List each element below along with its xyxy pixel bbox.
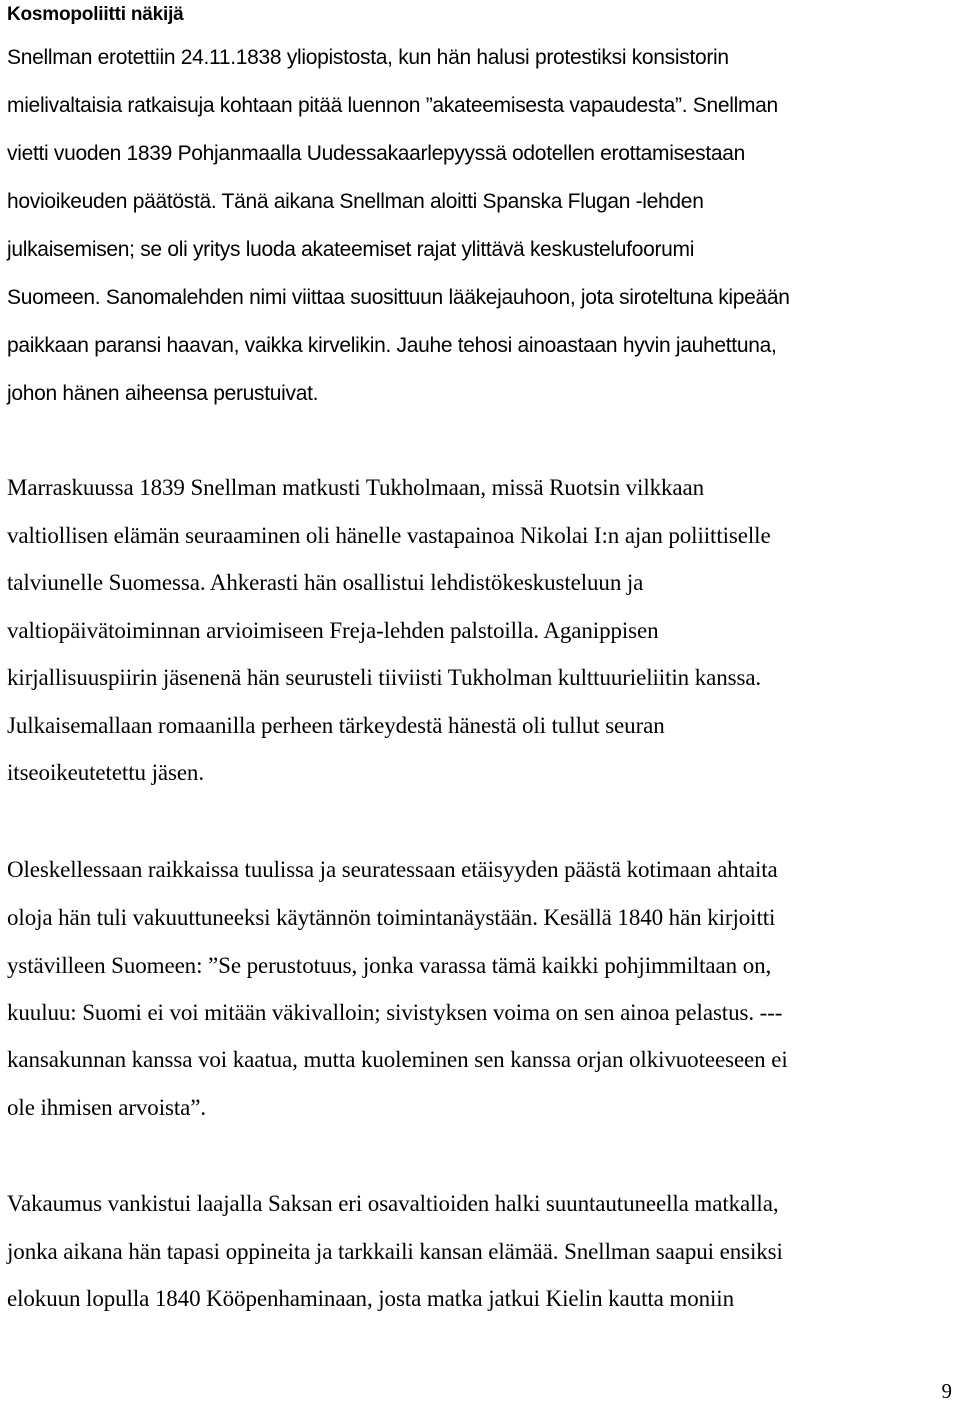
paragraph-2-line-2: valtiollisen elämän seuraaminen oli hänelle vastapainoa Nikolai I:n ajan poliittiselle	[7, 523, 771, 548]
paragraph-2-line-3: talviunelle Suomessa. Ahkerasti hän osallistui lehdistökeskusteluun ja	[7, 570, 644, 595]
paragraph-2-line-5: kirjallisuuspiirin jäsenenä hän seurusteli tiiviisti Tukholman kulttuurieliitin kanssa.	[7, 665, 762, 690]
paragraph-3-line-2: oloja hän tuli vakuuttuneeksi käytännön toimintanäystään. Kesällä 1840 hän kirjoitti	[7, 905, 776, 930]
paragraph-1-line-8: johon hänen aiheensa perustuivat.	[7, 382, 319, 405]
paragraph-4-line-2: jonka aikana hän tapasi oppineita ja tarkkaili kansan elämää. Snellman saapui ensiksi	[7, 1239, 783, 1264]
page-number: 9	[941, 1379, 952, 1403]
paragraph-4-line-3: elokuun lopulla 1840 Kööpenhaminaan, josta matka jatkui Kielin kautta moniin	[7, 1286, 734, 1311]
section-heading: Kosmopoliitti näkijä	[7, 4, 184, 25]
paragraph-2-line-6: Julkaisemallaan romaanilla perheen tärkeydestä hänestä oli tullut seuran	[7, 713, 665, 738]
paragraph-1-line-2: mielivaltaisia ratkaisuja kohtaan pitää luennon ”akateemisesta vapaudesta”. Snellman	[7, 94, 778, 117]
paragraph-3-line-5: kansakunnan kanssa voi kaatua, mutta kuoleminen sen kanssa orjan olkivuoteeseen ei	[7, 1047, 788, 1072]
paragraph-3-line-3: ystävilleen Suomeen: ”Se perustotuus, jonka varassa tämä kaikki pohjimmiltaan on,	[7, 953, 772, 978]
paragraph-1-line-7: paikkaan paransi haavan, vaikka kirvelikin. Jauhe tehosi ainoastaan hyvin jauhettuna,	[7, 334, 777, 357]
paragraph-3-line-4: kuuluu: Suomi ei voi mitään väkivalloin; sivistyksen voima on sen ainoa pelastus. ---	[7, 1000, 783, 1025]
paragraph-2-line-1: Marraskuussa 1839 Snellman matkusti Tukholmaan, missä Ruotsin vilkkaan	[7, 475, 705, 500]
paragraph-2-line-4: valtiopäivätoiminnan arvioimiseen Freja-lehden palstoilla. Aganippisen	[7, 618, 659, 643]
paragraph-1-line-4: hovioikeuden päätöstä. Tänä aikana Snellman aloitti Spanska Flugan -lehden	[7, 190, 704, 213]
paragraph-3-line-6: ole ihmisen arvoista”.	[7, 1095, 206, 1120]
paragraph-1-line-3: vietti vuoden 1839 Pohjanmaalla Uudessakaarlepyyssä odotellen erottamisestaan	[7, 142, 746, 165]
paragraph-1-line-1: Snellman erotettiin 24.11.1838 yliopistosta, kun hän halusi protestiksi konsistorin	[7, 46, 729, 69]
paragraph-2-line-7: itseoikeutetettu jäsen.	[7, 760, 204, 785]
paragraph-1-line-5: julkaisemisen; se oli yritys luoda akateemiset rajat ylittävä keskustelufoorumi	[7, 238, 695, 261]
paragraph-3-line-1: Oleskellessaan raikkaissa tuulissa ja seuratessaan etäisyyden päästä kotimaan ahtaita	[7, 857, 778, 882]
paragraph-4-line-1: Vakaumus vankistui laajalla Saksan eri osavaltioiden halki suuntautuneella matkalla,	[7, 1191, 779, 1216]
paragraph-1-line-6: Suomeen. Sanomalehden nimi viittaa suosittuun lääkejauhoon, jota siroteltuna kipeään	[7, 286, 790, 309]
